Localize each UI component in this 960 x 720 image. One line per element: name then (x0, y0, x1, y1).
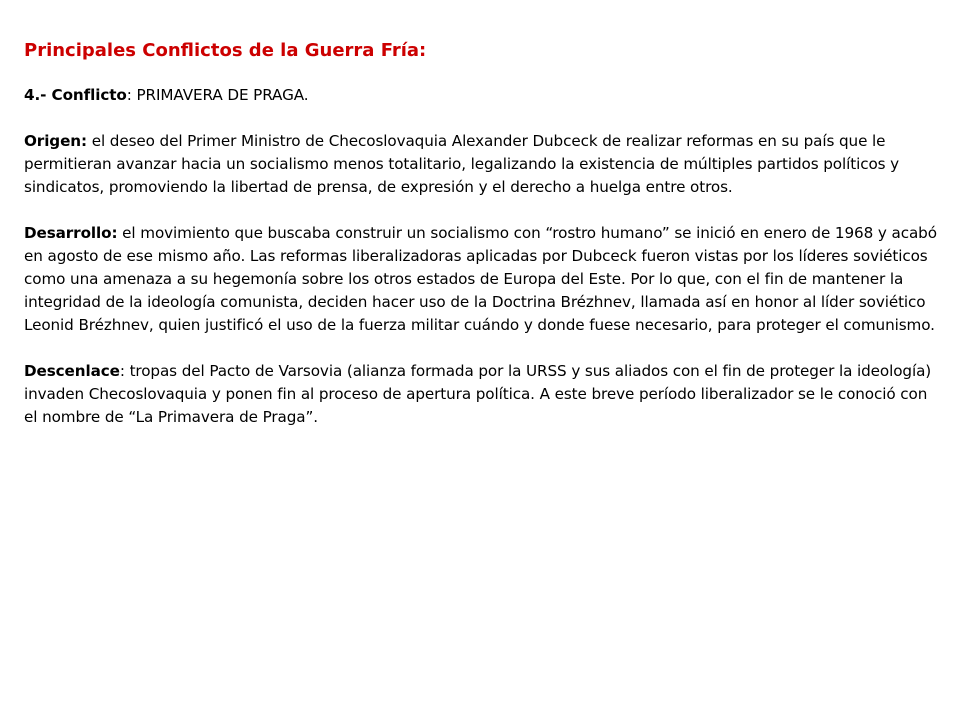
origen-text: el deseo del Primer Ministro de Checoslovaquia Alexander Dubceck de realizar reformas en su país que le permitieran avanzar hacia un socialismo menos totalitario, legalizando la existencia de múltiples partidos políticos y sindicatos, promoviendo la libertad de prensa, de expresión y el derecho a huelga entre otros. (24, 132, 900, 196)
desarrollo-paragraph (24, 222, 940, 337)
origen-label: Origen: (24, 132, 87, 150)
descenlace-paragraph (24, 360, 940, 429)
desarrollo-label: Desarrollo: (24, 224, 118, 242)
conflict-label: 4.- Conflicto (24, 86, 127, 104)
conflict-value: : PRIMAVERA DE PRAGA. (126, 86, 309, 104)
desarrollo-text: el movimiento que buscaba construir un socialismo con “rostro humano” se inició en enero de 1968 y acabó en agosto de ese mismo año. Las reformas liberalizadoras aplicadas por Dubceck fueron vistas por los líderes soviéticos como una amenaza a su hegemonía sobre los otros estados de Europa del Este. Por lo que, con el fin de mantener la integridad de la ideología comunista, deciden hacer uso de la Doctrina Brézhnev, llamada así en honor al líder soviético Leonid Brézhnev, quien justificó el uso de la fuerza militar cuándo y donde fuese necesario, para proteger el comunismo. (24, 224, 937, 334)
conflict-line (24, 84, 940, 107)
origen-paragraph (24, 130, 940, 199)
descenlace-label: Descenlace (24, 362, 120, 380)
document-body (24, 38, 940, 452)
document-title: Principales Conflictos de la Guerra Fría: (24, 40, 427, 61)
descenlace-text: : tropas del Pacto de Varsovia (alianza formada por la URSS y sus aliados con el fin de proteger la ideología) invaden Checoslovaquia y ponen fin al proceso de apertura política. A este breve período liberalizador se le conoció con el nombre de “La Primavera de Praga”. (24, 362, 932, 426)
